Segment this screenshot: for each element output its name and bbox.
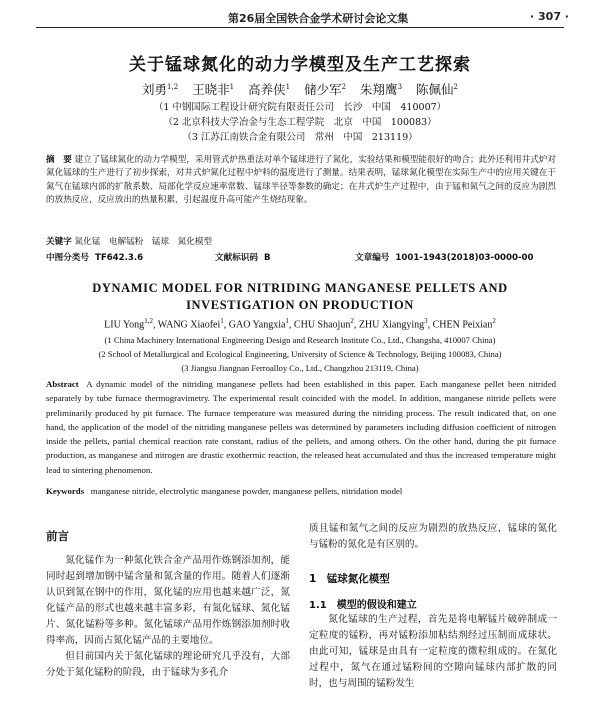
cn-class-number: 中图分类号 TF642.3.6 [46, 253, 144, 263]
cn-affiliation: （3 江苏江南铁合金有限公司 常州 中国 213119） [182, 132, 418, 143]
cn-author: 王晓非 [192, 82, 230, 97]
cn-author: 高养侠 [248, 82, 286, 97]
foreword-heading: 前言 [46, 529, 69, 543]
cn-abstract [46, 154, 556, 207]
en-title-line: INVESTIGATION ON PRODUCTION [186, 298, 414, 312]
body-paragraph: 氮化锰作为一种氮化铁合金产品用作炼钢添加剂，能同时起到增加钢中锰含量和氮含量的作用。随着人们逐渐认识到氮在钢中的作用，氮化锰的应用也越来越广泛，氮化锰产品的形式也越来越丰富多彩，有氮化锰球、氮化锰片、氮化锰粉等多种。氮化锰球产品用作炼钢添加剂时收得率高，因而占氮化锰产品的主要地位。 [46, 555, 290, 646]
en-abstract [46, 377, 556, 477]
en-keywords [46, 486, 556, 496]
body-paragraph: 质且锰和氮气之间的反应为剧烈的放热反应，锰球的氮化与锰粉的氮化是有区别的。 [309, 523, 557, 550]
cn-doc-code: 文献标识码 B [215, 253, 271, 263]
left-column [46, 553, 290, 681]
cn-keywords-text: 氮化锰 电解锰粉 锰球 氮化模型 [74, 237, 213, 247]
cn-article-number: 文章编号 1001-1943(2018)03-0000-00 [355, 253, 534, 263]
cn-abstract-text: 建立了锰球氮化的动力学模型，采用管式炉热重法对单个锰球进行了氮化，实验结果和模型能很好的吻合；此外还利用井式炉对氮化锰球的生产进行了初步探索，对井式炉氮化过程中炉料的温度进行了测量。结果表明，锰球氮化模型在实际生产中的应用关键在于氮气在锰球内部的扩散系数、局部化学反应速率常数、锰球半径等参数的确定；在井式炉生产过程中，由于锰和氮气之间的反应为剧烈的放热反应，反应放出的热量积累，引起温度升高可能产生烧结现象。 [46, 155, 556, 205]
right-column [309, 612, 557, 692]
en-author: GAO Yangxia [228, 319, 286, 331]
cn-abstract-label: 摘 要 [46, 155, 72, 165]
cn-keywords [46, 236, 556, 249]
en-affiliation: (2 School of Metallurgical and Ecological Engineering, University of Science & Technology, Beijing 100083, China) [98, 349, 502, 359]
body-paragraph: 氮化锰球的生产过程，首先是将电解锰片破碎制成一定粒度的锰粉，再对锰粉添加粘结剂经过压制而成球状。由此可知，锰球是由具有一定粒度的微粒组成的。在氮化过程中，氮气在通过锰粉间的空隙向锰球内部扩散的同时，也与周围的锰粉发生 [309, 614, 557, 689]
page-number: · 307 · [530, 10, 569, 23]
section-1-1-heading: 1.1 模型的假设和建立 [309, 600, 417, 611]
header-rule [36, 27, 564, 28]
cn-author: 朱翔鹰 [360, 82, 398, 97]
en-abstract-label: Abstract [46, 379, 79, 389]
en-author: ZHU Xiangying [358, 319, 425, 331]
en-keywords-text: manganese nitride, electrolytic manganese powder, manganese pellets, nitridation model [90, 486, 403, 496]
cn-authors: 刘勇$^{1,2}$ 王晓非$^1$ 高养侠$^1$ 储少军$^2$ 朱翔鹰$^3$ 陈佩仙$^2$ [142, 82, 458, 97]
en-affiliation: (1 China Machinery International Engineering Design and Research Institute Co., Ltd., Changsha, 410007 China) [104, 335, 496, 345]
cn-affiliation: （1 中钢国际工程设计研究院有限责任公司 长沙 中国 410007） [153, 102, 447, 113]
cn-keywords-label: 关键字 [46, 237, 72, 247]
en-authors: LIU Yong$^{1,2}$, WANG Xiaofei$^1$, GAO Yangxia$^1$, CHU Shaojun$^2$, ZHU Xiangying$^3$, CHEN Peixian$^2$ [104, 317, 496, 331]
cn-affiliations [0, 100, 600, 145]
en-title-line: DYNAMIC MODEL FOR NITRIDING MANGANESE PELLETS AND [92, 281, 508, 295]
en-abstract-text: A dynamic model of the nitriding manganese pellets had been established in this paper. Each manganese pellet been nitrided separately by tube furnace thermogravimetry. The experimental result coincided with the model. In addition, manganese nitride pellets were preliminarily produced by pit furnace. The furnace temperature was measured during the nitriding process. The result indicated that, on one hand, the application of the model of the nitriding manganese pellets was determined by parameters including diffusion coefficient of nitrogen inside the pellets, partial chemical reaction rate constant, radius of the pellets, and among others. On the other hand, during the pit furnace production, as manganese and nitrogen are drastic exothermic reaction, the released heat accumulated and thus the increased temperature might lead to sintering phenomenon. [46, 379, 556, 475]
body-paragraph: 但目前国内关于氮化锰球的理论研究几乎没有，大部分处于氮化锰粉的阶段，由于锰球为多孔介 [46, 651, 290, 678]
en-affiliations [0, 333, 600, 375]
en-title [0, 280, 600, 314]
section-1-heading: 1 锰球氮化模型 [309, 573, 390, 585]
cn-affiliation: （2 北京科技大学冶金与生态工程学院 北京 中国 100083） [163, 117, 437, 128]
cn-author: 储少军 [304, 82, 342, 97]
running-header: 第26届全国铁合金学术研讨会论文集 [228, 12, 409, 25]
cn-title: 关于锰球氮化的动力学模型及生产工艺探索 [129, 55, 471, 75]
cn-author: 陈佩仙 [416, 82, 454, 97]
cn-author: 刘勇 [142, 82, 168, 97]
en-author: WANG Xiaofei [157, 319, 221, 331]
en-author: CHU Shaojun [293, 319, 351, 331]
right-column-intro [309, 521, 557, 553]
en-author: LIU Yong [104, 319, 145, 331]
en-affiliation: (3 Jiangsu Jiangnan Ferroalloy Co., Ltd., Changzhou 213119, China) [181, 363, 419, 373]
en-author: CHEN Peixian [432, 319, 493, 331]
en-keywords-label: Keywords [46, 486, 85, 496]
